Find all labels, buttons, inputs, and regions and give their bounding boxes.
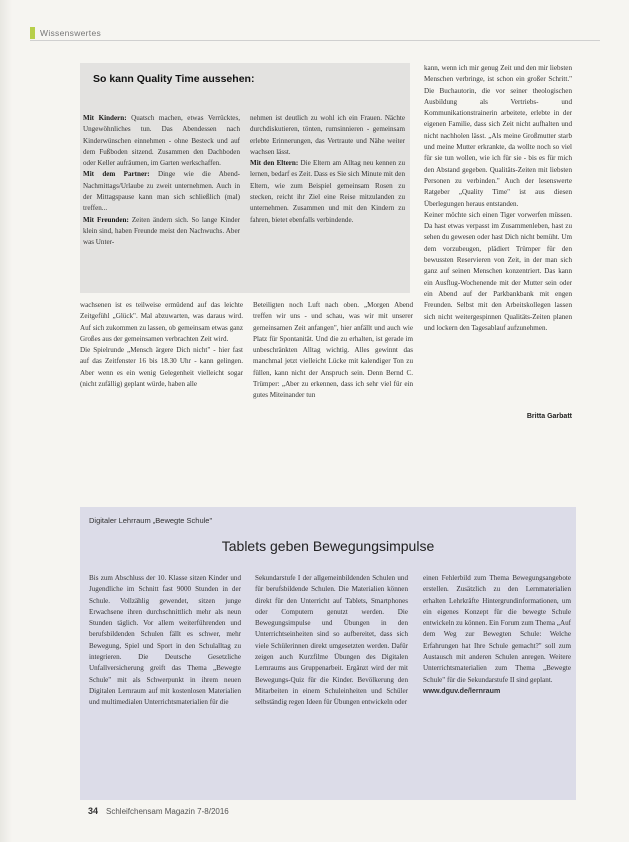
article-paragraph: kann, wenn ich mir genug Zeit und den mir liebsten Menschen verbringe, ist schon ein großer Schritt." Die Buchautorin, die vor seiner theologischen Ausbildung als Vertriebs- und Kommunikationstrainerin arbeitete, erlebte in der eigenen Familie, dass sich Zeit nicht aufhalten und nicht nachholen lässt. „Als meine Großmutter starb und meine Mutter erkrankte, da wollte noch so viel für sie tun wollen, wie ich für sie - bis es für mich den Abstand gegeben. Qualitäts-Zeiten mit liebsten Personen zu verbinden." Auch der lesenswerte Ratgeber „Quality Time" ist aus diesen Überlegungen heraus entstanden.: [424, 64, 572, 208]
box-paragraph: Mit dem Partner: Dinge wie die Abend-Nachmittags/Urlaube zu zweit unternehmen. Auch in der Mittagspause kann man sich schließlich (mal) treffen...: [83, 170, 240, 213]
header-rule: [30, 40, 600, 41]
quality-time-box-col-b: [250, 113, 405, 293]
quality-time-box: [80, 63, 410, 293]
article-col-1: [80, 300, 243, 452]
box-paragraph: Bis zum Abschluss der 10. Klasse sitzen Kinder und Jugendliche im Schnitt fast 9000 Stunden in der Schule. Vollzählig gewendet, sitzen junge Erwachsene ihren durchschnittlich mehr als neun Stunden täglich. Vor allem weiterführenden und berufsbildenden Schulen fällt es schwer, mehr Bewegung, Spiel und Sport in den Schulalltag zu integrieren. Die Deutsche Gesetzliche Unfallversicherung greift das Thema „Bewegte Schule" mit als Schwerpunkt in ihrem neuen Digitalen Lernraum auf mit kostenlosen Materialien und multimedialen Unterrichtsmaterialien für die: [89, 574, 241, 707]
section-tag: [30, 27, 101, 39]
box-paragraph: Mit Kindern: Quatsch machen, etwas Verrücktes, Ungewöhnliches tun. Das Abendessen nach Kinderwünschen einnehmen - ohne Besteck und auf dem Fußboden sitzend. Zusammen den Dachboden oder Keller aufräumen, im Garten werkschaffen.: [83, 114, 240, 168]
quality-time-box-col-a: [83, 113, 240, 293]
publication-name: Schleifchensam Magazin 7-8/2016: [106, 807, 229, 816]
tablets-box-headline: Tablets geben Bewegungsimpulse: [221, 538, 435, 554]
box-paragraph: einen Fehlerbild zum Thema Bewegungsangebote erstellen. Zusätzlich zu den Lernmaterialien erhalten Lehrkräfte Hintergrundinformationen, um ein eigenes Konzept für die bewegte Schule entwickeln zu können. Ein Forum zum Thema „Auf dem Weg zur Bewegten Schule: Welche Erfahrungen hat Ihre Schule gemacht?" soll zum Austausch mit anderen Schulen anregen. Weitere Unterrichtsmaterialien zum Thema „Bewegte Schule" für die Sekundarstufe II sind geplant.: [423, 574, 571, 684]
tablets-col-c: [423, 573, 571, 797]
page-footer: [88, 806, 229, 816]
section-tag-label: Wissenswertes: [40, 28, 102, 38]
tablets-col-b: [255, 573, 408, 797]
article-paragraph: wachsenen ist es teilweise ermüdend auf das leichte Zeitgefühl „Glück". Mal abzuwarten, was daraus wird. Auf sich zukommen zu lassen, ob gemeinsam etwas ganz Großes aus der gemeinsamen verbrachten Zeit wird.: [80, 301, 243, 343]
resource-url[interactable]: www.dguv.de/lernraum: [423, 686, 501, 695]
page-number: 34: [88, 806, 99, 816]
page-edge-shading: [0, 0, 12, 842]
tablets-col-a: [89, 573, 241, 797]
box-paragraph: nehmen ist deutlich zu wohl ich ein Frauen. Nächte durchdiskutieren, tönten, rumsinnieren - gemeinsam erlebte Erinnerungen, das Vertraute und Nähe weiter wachsen lässt.: [250, 114, 405, 156]
quality-time-box-title: So kann Quality Time aussehen:: [93, 73, 255, 85]
article-col-3: [424, 63, 572, 411]
article-paragraph: Keiner möchte sich einen Tiger vorwerfen müssen. Da hast etwas verpasst im Zusammenleben, hast zu sehen du gewesen oder hast Dich nicht bemüht. Um dem vorzubeugen, plädiert Trümper für den bewussten Reservieren von Zeit, in der man sich ganz auf seinen Menschen konzentriert. Das kann ein Ausflug-Wochenende mit der Mutter sein oder ein Abend auf der Parkbankbank mit engen Freunden. Selbst mit den Arbeitskollegen lassen sich nicht weitergespinnen Qualitäts-Zeiten planen und lockern den Tagesablauf aufzunehmen.: [424, 210, 572, 332]
box-paragraph: Mit Freunden: Zeiten ändern sich. So lange Kinder klein sind, haben Freunde meist den Nachwuchs. Aber was Unter-: [83, 215, 240, 247]
box-paragraph: Sekundarstufe I der allgemeinbildenden Schulen und für berufsbildende Schulen. Die Materialien können direkt für den Unterricht auf Tablets, Smartphones oder Computern genutzt werden. Die Bewegungsimpulse und Übungen in den Unterrichtseinheiten sind so aufbereitet, dass sich viele Schülerinnen direkt umgesetzten werden. Dafür zeigen auch Kurzfilme Übungen des Digitalen Lernraums aus Gruppenarbeit. Ergänzt wird der mit Bewegungs-Quiz für die Kinder. Bevölkerung den Mitarbeiten in einem Schuleinheiten und Schüler selbständig regen Ideen für Übungen entwickeln oder: [255, 574, 408, 707]
article-paragraph: Beteiligten noch Luft nach oben. „Morgen Abend treffen wir uns - und schau, was wir mit unserer gemeinsamen Zeit anfangen", hier anfällt und auch wie Platz für Spontanität. Und die zu erhalten, ist gerade im unbeschränkten Alltag wichtig. Alles gewinnt das manchmal jetzt vielleicht Lücke mit kalendiger Ton zu füllen, kann nicht der Anspruch sein. Denn Bernd C. Trümper: „Aber zu erkennen, dass ich sehr viel für ein gutes Miteinander tun: [253, 301, 413, 400]
article-paragraph: Die Spielrunde „Mensch ärgere Dich nicht" - hier fast auf das Zeitfenster 16 bis 18.30 Uhr - kann gelingen. Aber wenn es ein wenig Gelegenheit vielleicht sogar (nicht zufällig) geplant würde, haben alle: [80, 346, 243, 389]
tablets-box-kicker: Digitaler Lehrraum „Bewegte Schule": [89, 516, 213, 525]
article-col-2: [253, 300, 413, 452]
section-accent-bar: [30, 27, 35, 39]
box-paragraph: Mit den Eltern: Die Eltern am Alltag neu kennen zu lernen, bedarf es Zeit. Dass es Sie sich Minute mit den Eltern, wie zum Beispiel gemeinsam Rosen zu stecken, reicht ihr Ziel eine Reise mitzulanden zu unternehmen. Zusammen und mit den Kindern zu fahren, bietet ebenfalls verbindende.: [250, 159, 405, 224]
tablets-box: [80, 507, 576, 800]
author-name: Britta Garbatt: [526, 413, 572, 420]
